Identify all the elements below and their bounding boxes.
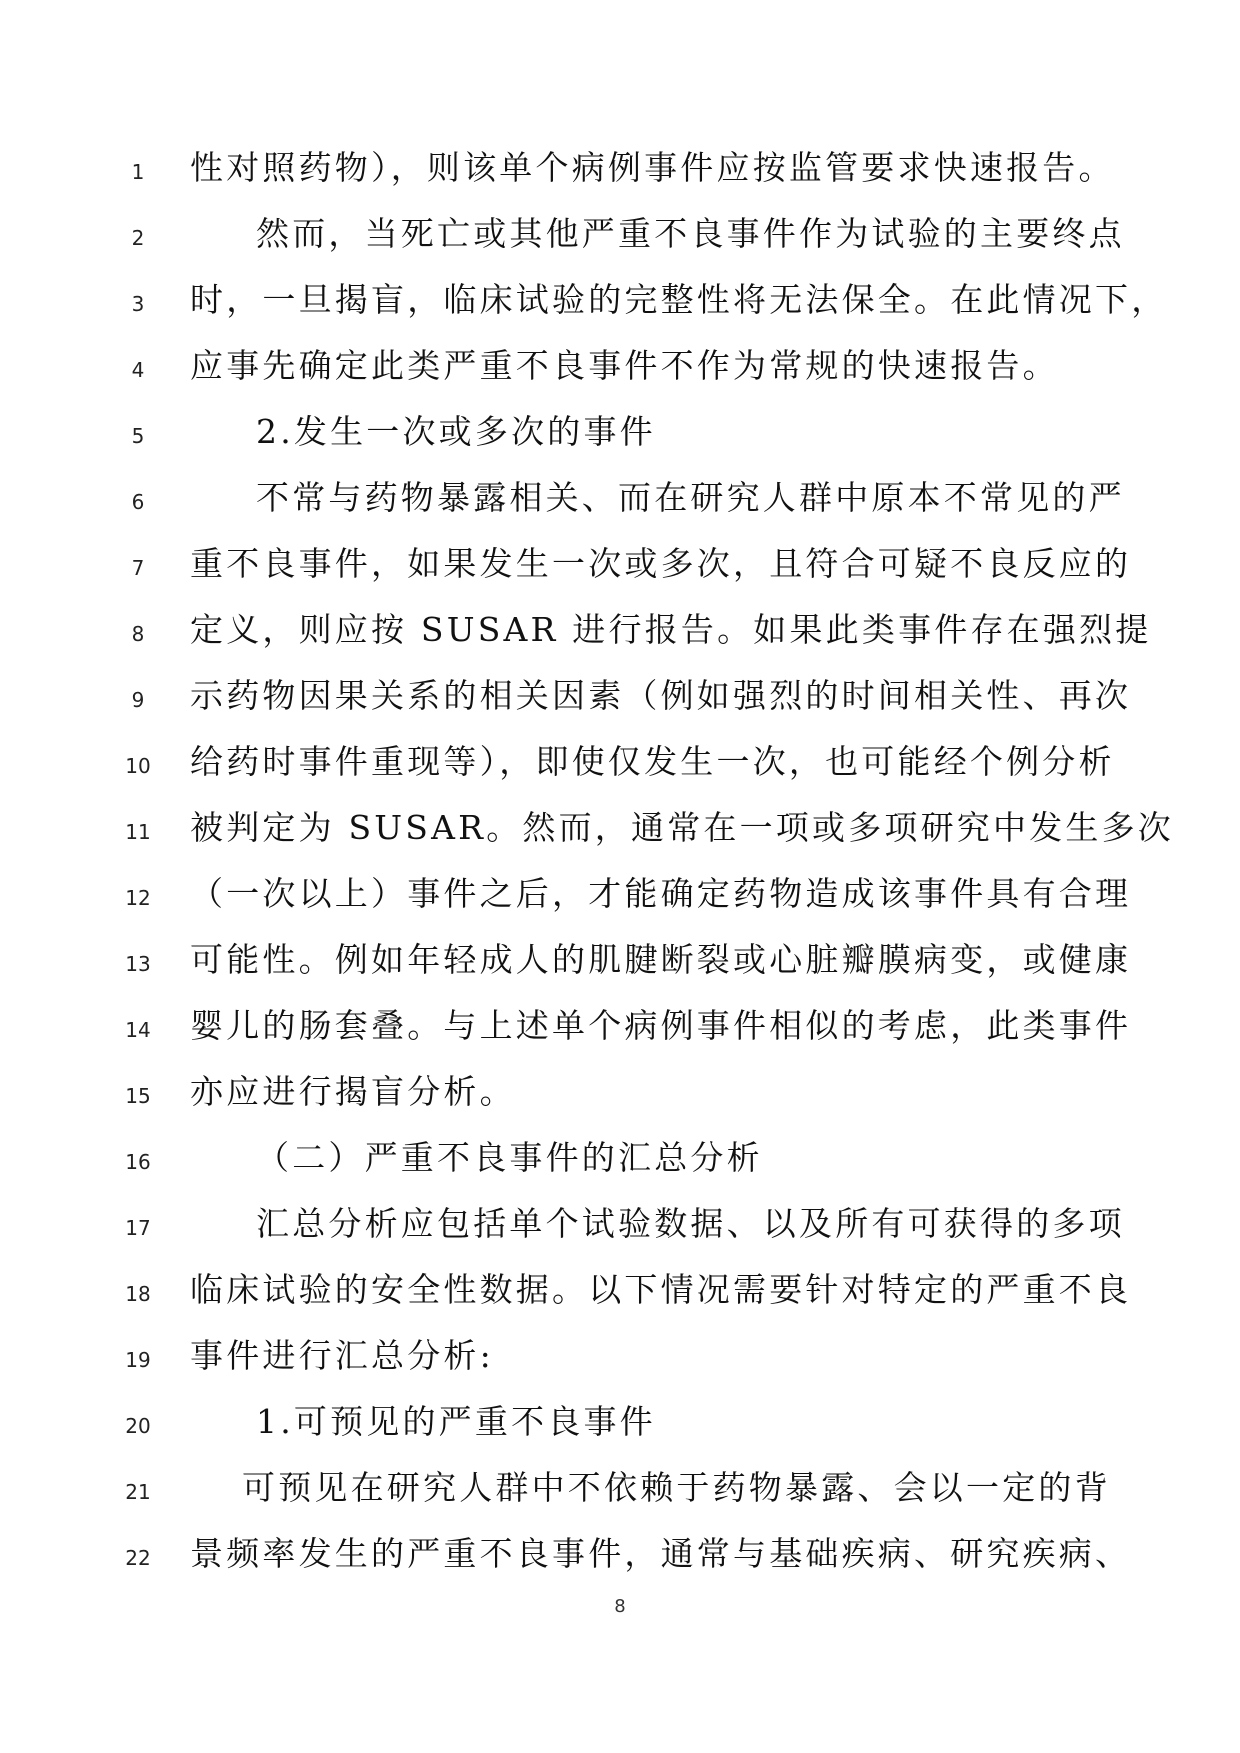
line-number: 4 bbox=[131, 358, 145, 382]
line-text: 不常与药物暴露相关、而在研究人群中原本不常见的严 bbox=[256, 478, 1125, 517]
text-line bbox=[0, 1196, 1240, 1262]
line-number: 6 bbox=[131, 490, 145, 514]
line-number: 8 bbox=[131, 622, 145, 646]
text-line bbox=[0, 1064, 1240, 1130]
text-line bbox=[0, 470, 1240, 536]
line-text: 可预见在研究人群中不依赖于药物暴露、会以一定的背 bbox=[242, 1468, 1111, 1507]
line-text: 汇总分析应包括单个试验数据、以及所有可获得的多项 bbox=[256, 1204, 1125, 1243]
text-line bbox=[0, 998, 1240, 1064]
line-text: 婴儿的肠套叠。与上述单个病例事件相似的考虑，此类事件 bbox=[190, 1006, 1132, 1045]
section-heading: 2.发生一次或多次的事件 bbox=[256, 412, 656, 451]
line-number: 1 bbox=[131, 160, 145, 184]
line-text: 给药时事件重现等），即使仅发生一次，也可能经个例分析 bbox=[190, 742, 1115, 781]
text-line bbox=[0, 1460, 1240, 1526]
text-line bbox=[0, 206, 1240, 272]
line-text: 事件进行汇总分析: bbox=[190, 1336, 494, 1375]
line-text: 临床试验的安全性数据。以下情况需要针对特定的严重不良 bbox=[190, 1270, 1132, 1309]
text-line bbox=[0, 140, 1240, 206]
line-text: 时，一旦揭盲，临床试验的完整性将无法保全。在此情况下， bbox=[190, 280, 1168, 319]
text-line bbox=[0, 866, 1240, 932]
text-line bbox=[0, 800, 1240, 866]
line-text: 被判定为 SUSAR。然而，通常在一项或多项研究中发生多次 bbox=[190, 808, 1174, 847]
text-line bbox=[0, 1526, 1240, 1592]
line-number: 5 bbox=[131, 424, 145, 448]
text-line bbox=[0, 272, 1240, 338]
section-heading: （二）严重不良事件的汇总分析 bbox=[256, 1138, 763, 1177]
line-number: 15 bbox=[125, 1084, 151, 1108]
text-line bbox=[0, 1262, 1240, 1328]
line-number: 9 bbox=[131, 688, 145, 712]
line-text: 定义，则应按 SUSAR 进行报告。如果此类事件存在强烈提 bbox=[190, 610, 1152, 649]
line-number: 22 bbox=[125, 1546, 151, 1570]
line-number: 21 bbox=[125, 1480, 151, 1504]
line-number: 7 bbox=[131, 556, 145, 580]
line-number: 19 bbox=[125, 1348, 151, 1372]
line-number: 3 bbox=[131, 292, 145, 316]
section-heading-line bbox=[0, 1130, 1240, 1196]
text-line bbox=[0, 602, 1240, 668]
text-line bbox=[0, 536, 1240, 602]
line-text: 景频率发生的严重不良事件，通常与基础疾病、研究疾病、 bbox=[190, 1534, 1132, 1573]
line-text: 可能性。例如年轻成人的肌腱断裂或心脏瓣膜病变，或健康 bbox=[190, 940, 1132, 979]
text-line bbox=[0, 734, 1240, 800]
text-line bbox=[0, 1328, 1240, 1394]
line-number: 12 bbox=[125, 886, 151, 910]
line-text: 亦应进行揭盲分析。 bbox=[190, 1072, 516, 1111]
text-line bbox=[0, 932, 1240, 998]
line-number: 10 bbox=[125, 754, 151, 778]
text-line bbox=[0, 338, 1240, 404]
line-text: 应事先确定此类严重不良事件不作为常规的快速报告。 bbox=[190, 346, 1059, 385]
line-number: 11 bbox=[125, 820, 151, 844]
line-number: 20 bbox=[125, 1414, 151, 1438]
line-text: （一次以上）事件之后，才能确定药物造成该事件具有合理 bbox=[190, 874, 1132, 913]
line-text: 然而，当死亡或其他严重不良事件作为试验的主要终点 bbox=[256, 214, 1125, 253]
section-heading-line bbox=[0, 404, 1240, 470]
line-number: 13 bbox=[125, 952, 151, 976]
text-line bbox=[0, 668, 1240, 734]
line-number: 2 bbox=[131, 226, 145, 250]
line-text: 示药物因果关系的相关因素（例如强烈的时间相关性、再次 bbox=[190, 676, 1132, 715]
line-number: 18 bbox=[125, 1282, 151, 1306]
section-heading: 1.可预见的严重不良事件 bbox=[256, 1402, 656, 1441]
line-text: 性对照药物），则该单个病例事件应按监管要求快速报告。 bbox=[190, 148, 1115, 187]
page-number: 8 bbox=[614, 1596, 626, 1617]
section-heading-line bbox=[0, 1394, 1240, 1460]
line-text: 重不良事件，如果发生一次或多次，且符合可疑不良反应的 bbox=[190, 544, 1132, 583]
line-number: 17 bbox=[125, 1216, 151, 1240]
line-number: 16 bbox=[125, 1150, 151, 1174]
line-number: 14 bbox=[125, 1018, 151, 1042]
